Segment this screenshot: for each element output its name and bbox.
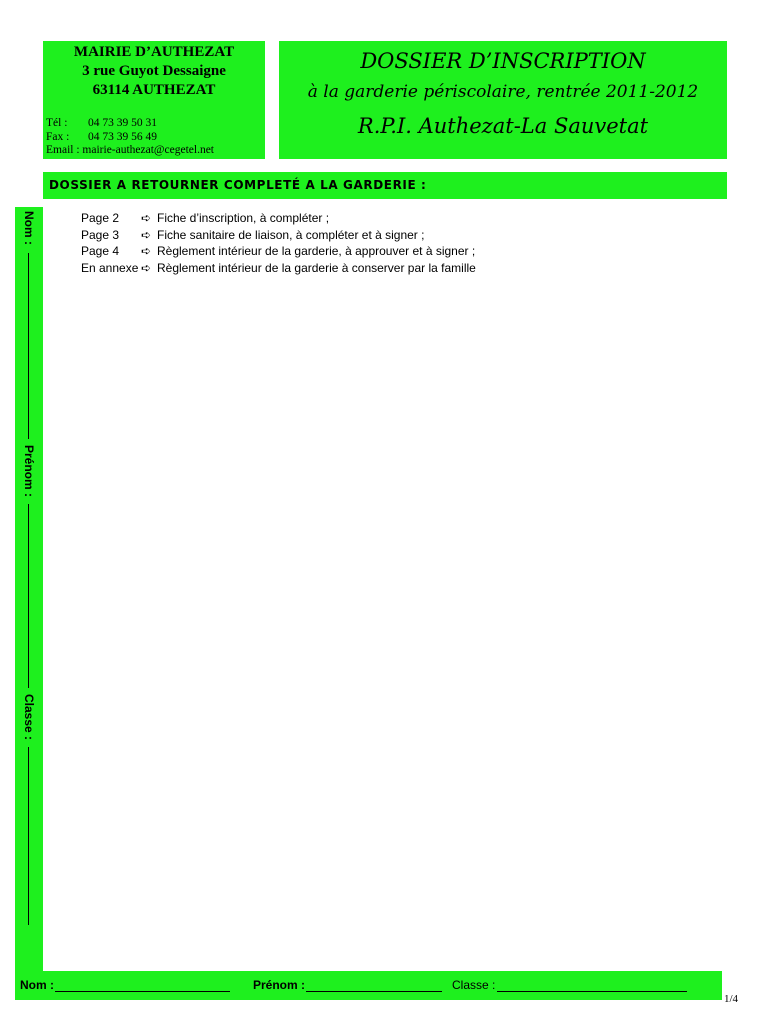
side-nom-label: Nom : xyxy=(22,211,36,245)
page-ref: Page 3 xyxy=(81,227,120,242)
bottom-prenom-label: Prénom : xyxy=(253,978,306,992)
tel-label: Tél : xyxy=(46,117,68,129)
item-text: Fiche sanitaire de liaison, à compléter et à signer ; xyxy=(157,227,425,242)
side-nom-line[interactable] xyxy=(28,253,29,439)
list-item xyxy=(81,227,476,244)
bottom-classe-label: Classe : xyxy=(452,978,496,992)
side-prenom-label: Prénom : xyxy=(22,445,36,498)
list-item xyxy=(81,243,476,260)
item-text: Règlement intérieur de la garderie, à approuver et à signer ; xyxy=(157,244,476,258)
title-box xyxy=(279,41,727,159)
mairie-city: 63114 AUTHEZAT xyxy=(92,82,216,98)
side-bar xyxy=(15,207,43,975)
page-ref: Page 2 xyxy=(81,211,120,225)
bottom-prenom-line[interactable] xyxy=(306,991,442,992)
mairie-contact xyxy=(43,117,265,158)
list-item xyxy=(81,260,476,277)
page-number: 1/4 xyxy=(724,993,739,1005)
list-item xyxy=(81,210,476,227)
bottom-nom-label: Nom : xyxy=(20,978,54,992)
contents-list xyxy=(81,210,476,276)
fax-label: Fax : xyxy=(46,130,70,143)
arrow-icon: ➪ xyxy=(141,260,152,275)
document-rpi: R.P.I. Authezat-La Sauvetat xyxy=(357,114,649,138)
mairie-name: MAIRIE D’AUTHEZAT xyxy=(73,44,235,60)
bottom-nom-line[interactable] xyxy=(55,991,230,992)
arrow-icon: ➪ xyxy=(141,227,152,242)
mairie-header xyxy=(43,41,265,100)
bottom-bar xyxy=(15,971,722,1000)
mairie-box xyxy=(43,41,265,159)
side-classe-label: Classe : xyxy=(22,694,36,741)
page-ref: En annexe xyxy=(81,260,139,275)
fax-value: 04 73 39 56 49 xyxy=(88,130,157,143)
document-title: DOSSIER D’INSCRIPTION xyxy=(360,49,646,73)
arrow-icon: ➪ xyxy=(141,211,152,225)
side-prenom-line[interactable] xyxy=(28,504,29,688)
tel-value: 04 73 39 50 31 xyxy=(88,117,157,129)
dossier-bar xyxy=(43,172,727,199)
mairie-street: 3 rue Guyot Dessaigne xyxy=(82,63,226,79)
dossier-bar-text: DOSSIER A RETOURNER COMPLETÉ A LA GARDERIE : xyxy=(49,178,427,192)
item-text: Fiche d’inscription, à compléter ; xyxy=(157,211,330,225)
item-text: Règlement intérieur de la garderie à conserver par la famille xyxy=(157,260,476,275)
email-label: Email : xyxy=(46,144,80,156)
side-classe-line[interactable] xyxy=(28,747,29,925)
page-ref: Page 4 xyxy=(81,244,120,258)
document-subtitle: à la garderie périscolaire, rentrée 2011-2012 xyxy=(307,82,699,102)
email-value: mairie-authezat@cegetel.net xyxy=(82,144,215,156)
bottom-classe-line[interactable] xyxy=(497,991,687,992)
arrow-icon: ➪ xyxy=(141,244,152,258)
